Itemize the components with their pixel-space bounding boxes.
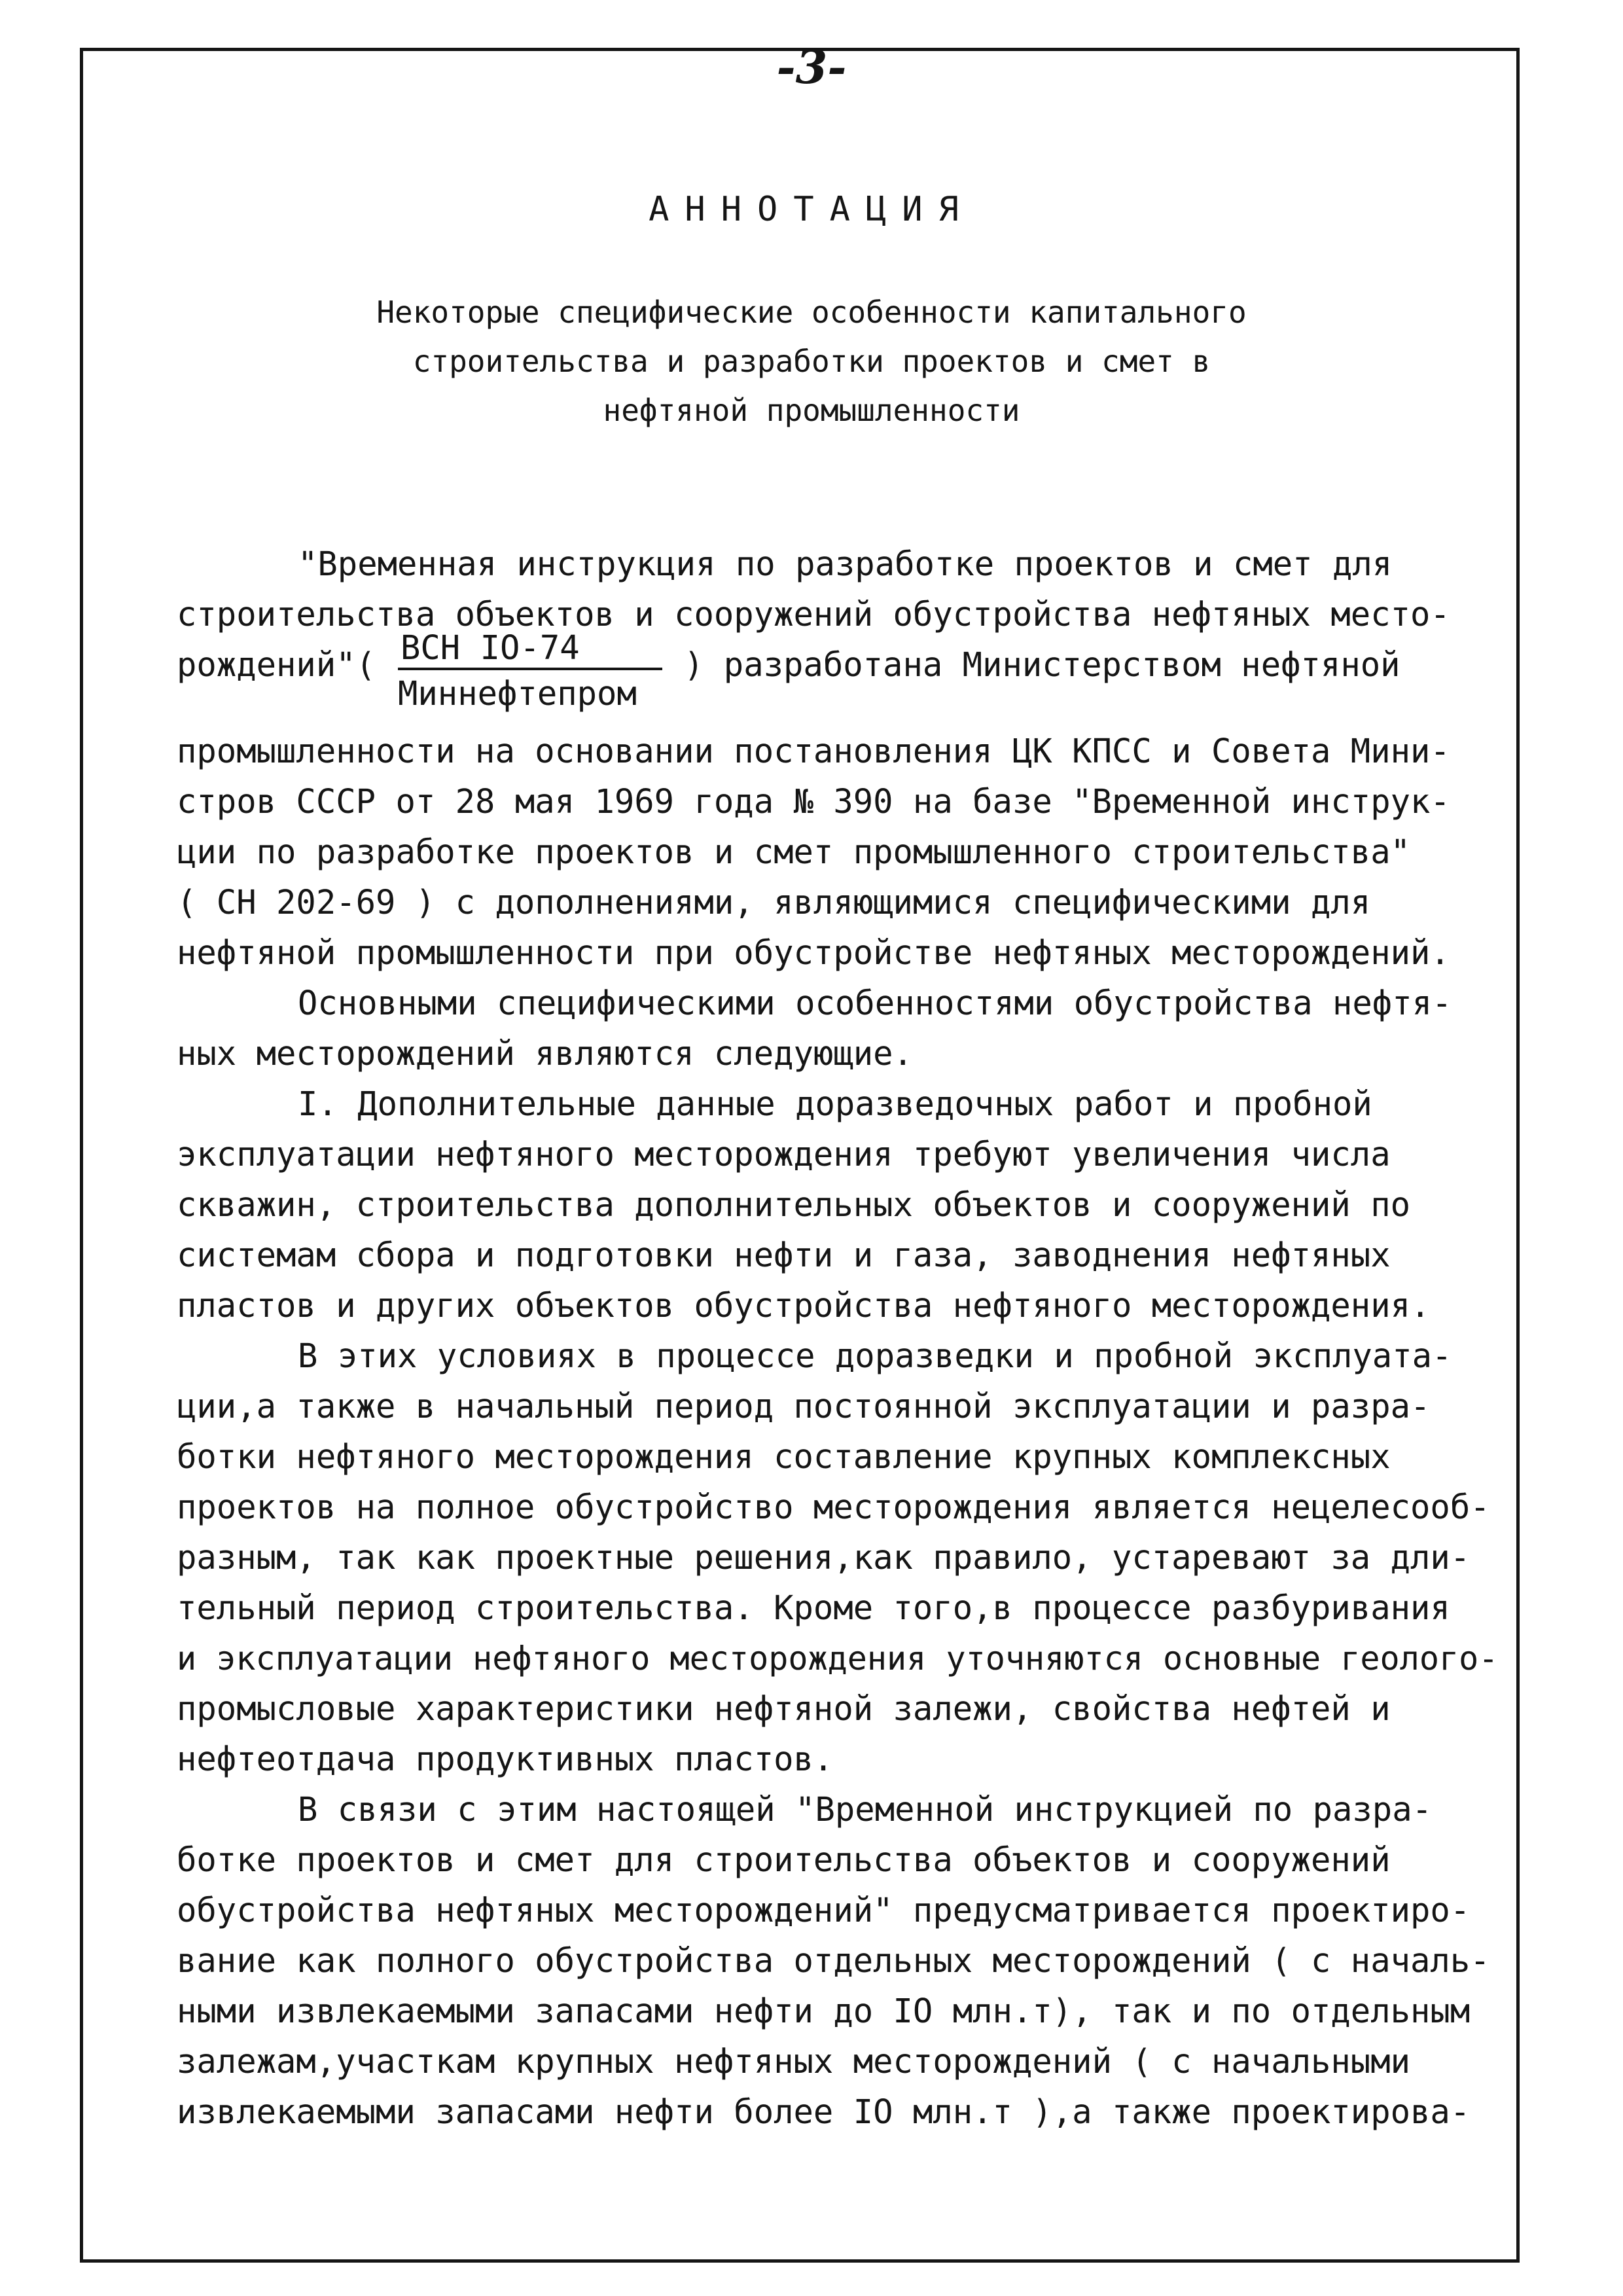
text-line: "Временная инструкция по разработке проектов и смет для (298, 545, 1393, 583)
text-line: промышленности на основании постановления ЦК КПСС и Совета Мини- (177, 732, 1450, 770)
text-line: извлекаемыми запасами нефти более IO млн.т ),а также проектирова- (177, 2092, 1471, 2131)
text-line: стров СССР от 28 мая 1969 года № 390 на базе "Временной инструк- (177, 782, 1450, 821)
annotation-heading: АННОТАЦИЯ (649, 190, 974, 229)
text-line: промысловые характеристики нефтяной залежи, свойства нефтей и (177, 1689, 1391, 1728)
text-line: ции,а также в начальный период постоянной эксплуатации и разра- (177, 1387, 1431, 1426)
text-line: нефтеотдача продуктивных пластов. (177, 1740, 834, 1778)
page-number: -3- (776, 40, 847, 94)
text-line: разным, так как проектные решения,как правило, устаревают за дли- (177, 1538, 1471, 1577)
fraction-numerator: ВСН IO-74 (398, 628, 662, 670)
text-line: вание как полного обустройства отдельных месторождений ( с началь- (177, 1941, 1490, 1980)
text-line: ными извлекаемыми запасами нефти до IO млн.т), так и по отдельным (177, 1992, 1471, 2030)
text-line: проектов на полное обустройство месторождения является нецелесооб- (177, 1488, 1490, 1526)
text-line: пластов и других объектов обустройства нефтяного месторождения. (177, 1286, 1431, 1325)
subtitle-block (196, 288, 1427, 435)
text-line: В этих условиях в процессе доразведки и пробной эксплуата- (298, 1336, 1452, 1375)
subtitle-line: строительства и разработки проектов и смет в (412, 344, 1211, 379)
text-line: ( СН 202-69 ) с дополнениями, являющимися специфическими для (177, 883, 1371, 922)
text-line: скважин, строительства дополнительных объектов и сооружений по (177, 1185, 1411, 1224)
fraction-denominator: Миннефтепром (398, 674, 637, 713)
text-line: обустройства нефтяных месторождений" предусматривается проектиро- (177, 1891, 1471, 1929)
subtitle-line: Некоторые специфические особенности капитального (376, 295, 1247, 330)
text-line: строительства объектов и сооружений обустройства нефтяных место- (177, 595, 1450, 634)
text-line: нефтяной промышленности при обустройстве нефтяных месторождений. (177, 933, 1450, 972)
text-line: Основными специфическими особенностями обустройства нефтя- (298, 984, 1452, 1022)
text-line: эксплуатации нефтяного месторождения требуют увеличения числа (177, 1135, 1391, 1174)
text-line: I. Дополнительные данные доразведочных работ и пробной (298, 1085, 1372, 1123)
text-line: и эксплуатации нефтяного месторождения уточняются основные геолого- (177, 1640, 1499, 1677)
subtitle-line: нефтяной промышленности (603, 393, 1020, 428)
text-line: ботки нефтяного месторождения составление крупных комплексных (177, 1437, 1391, 1476)
text-line: ботке проектов и смет для строительства объектов и сооружений (177, 1840, 1391, 1879)
document-code-fraction (398, 628, 666, 717)
text-line: залежам,участкам крупных нефтяных месторождений ( с начальными (177, 2042, 1411, 2081)
text-line: рождений"( (177, 645, 376, 684)
text-line: В связи с этим настоящей "Временной инструкцией по разра- (298, 1790, 1433, 1829)
text-line: системам сбора и подготовки нефти и газа, заводнения нефтяных (177, 1236, 1391, 1274)
text-line: тельный период строительства. Кроме того,в процессе разбуривания (177, 1588, 1450, 1627)
text-line: ции по разработке проектов и смет промышленного строительства" (177, 833, 1411, 871)
text-line: ных месторождений являются следующие. (177, 1034, 913, 1073)
text-line: ) разработана Министерством нефтяной (684, 645, 1400, 684)
